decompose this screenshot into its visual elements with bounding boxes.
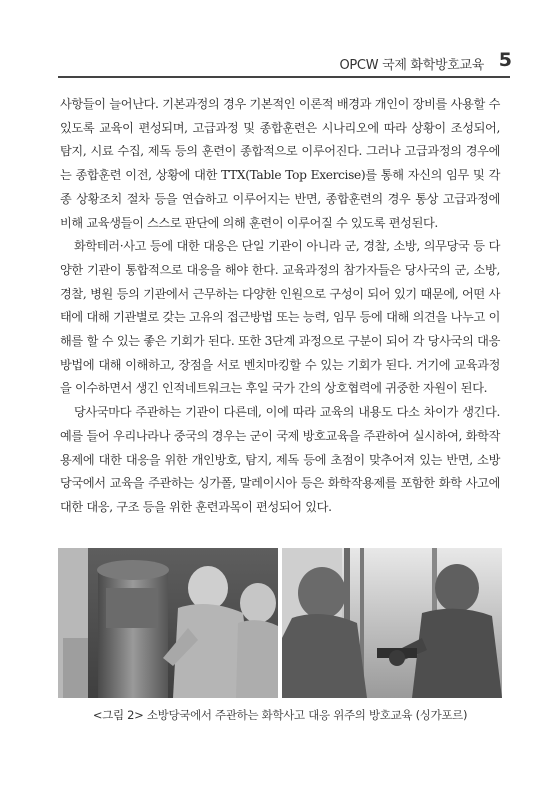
paragraph-3: 당사국마다 주관하는 기관이 다른데, 이에 따라 교육의 내용도 다소 차이가 생긴다. 예를 들어 우리나라나 중국의 경우는 군이 국제 방호교육을 주관하여 실시하여, 화학작용제에 대한 대응을 위한 개인방호, 탐지, 제독 등에 초점이 맞추어져 있는 반면, 소방당국에서 교육을 주관하는 싱가폴, 말레이시아 등은 화학작용제를 포함한 화학 사고에 대한 대응, 구조 등을 위한 훈련과목이 편성되어 있다. [60,405,500,514]
page-number: 5 [498,49,512,71]
photo-left [58,548,278,698]
header-rule [58,76,510,78]
running-header-title: OPCW 국제 화학방호교육 [339,58,484,73]
figure-photos [58,548,502,698]
paragraph-2: 화학테러·사고 등에 대한 대응은 단일 기관이 아니라 군, 경찰, 소방, 의무당국 등 다양한 기관이 통합적으로 대응을 해야 한다. 교육과정의 참가자들은 당사국의 군, 소방, 경찰, 병원 등의 기관에서 근무하는 다양한 인원으로 구성이 되어 있기 때문에, 어떤 사태에 대해 기관별로 갖는 고유의 접근방법 또는 능력, 임무 등에 대해 의견을 나누고 이해를 할 수 있는 좋은 기회가 된다. 또한 3단계 과정으로 구분이 되어 각 당사국의 대응 방법에 대해 이해하고, 장점을 서로 벤치마킹할 수 있는 기회가 된다. 거기에 교육과정을 이수하면서 생긴 인적네트워크는 후일 국가 간의 상호협력에 귀중한 자원이 된다. [60,239,500,396]
paragraph-1: 사항들이 늘어난다. 기본과정의 경우 기본적인 이론적 배경과 개인이 장비를 사용할 수 있도록 교육이 편성되며, 고급과정 및 종합훈련은 시나리오에 따라 상황이 조성되어, 탐지, 시료 수집, 제독 등의 훈련이 종합적으로 이루어진다. 그러나 고급과정의 경우에는 종합훈련 이전, 상황에 대한 TTX(Table Top Exercise)를 통해 자신의 임무 및 각종 상황조치 절차 등을 연습하고 이루어지는 반면, 종합훈련의 경우 통상 고급과정에 비해 교육생들이 스스로 판단에 의해 훈련이 이루어질 수 있도록 편성된다. [60,97,500,230]
photo-right [282,548,502,698]
running-header [0,44,560,76]
figure-caption: <그림 2> 소방당국에서 주관하는 화학사고 대응 위주의 방호교육 (싱가포르) [92,708,468,722]
body-text [60,93,500,520]
